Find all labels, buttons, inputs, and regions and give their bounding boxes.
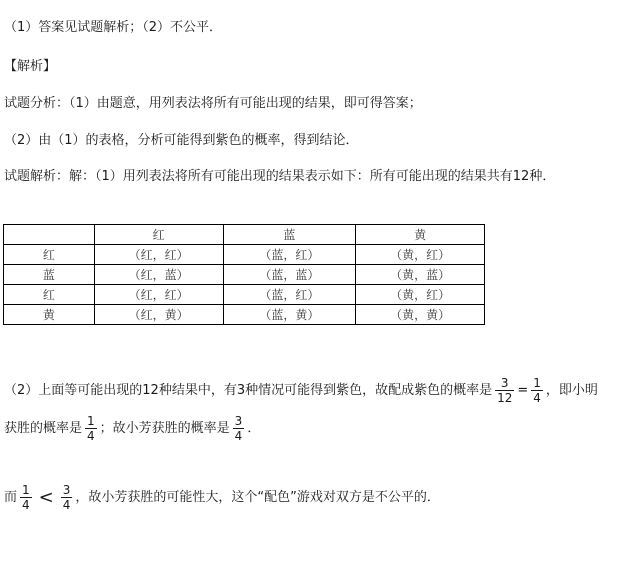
analysis-line-2: （2）由（1）的表格，分析可能得到紫色的概率，得到结论． <box>4 133 359 148</box>
fraction-denominator: 4 <box>22 498 30 512</box>
fraction-denominator: 4 <box>533 391 541 405</box>
table-header-cell: 蓝 <box>223 225 356 245</box>
fraction-denominator: 4 <box>234 429 243 443</box>
table-cell: （黄，红） <box>356 285 485 305</box>
answer-line: （1）答案见试题解析；（2）不公平． <box>4 20 223 35</box>
part2-text-e: ． <box>247 421 261 436</box>
table-row-label: 红 <box>4 285 95 305</box>
table-row-label: 红 <box>4 245 95 265</box>
table-header-cell <box>4 225 95 245</box>
table-row <box>4 245 485 265</box>
part2-text-c: 获胜的概率是 <box>4 421 83 436</box>
table-header-cell: 红 <box>94 225 223 245</box>
table-cell: （红，红） <box>94 245 223 265</box>
equals-sign: = <box>517 383 529 398</box>
table-cell: （红，蓝） <box>94 265 223 285</box>
fraction-1-4 <box>20 483 32 512</box>
section-heading: 【解析】 <box>4 59 57 74</box>
table-cell: （黄，蓝） <box>356 265 485 285</box>
part2-line-2 <box>4 414 260 443</box>
table-cell: （红，红） <box>94 285 223 305</box>
table-cell: （黄，红） <box>356 245 485 265</box>
table-cell: （红，黄） <box>94 305 223 325</box>
fraction-3-4 <box>61 483 73 512</box>
analysis-line-1: 试题分析：（1）由题意，用列表法将所有可能出现的结果，即可得答案； <box>4 96 422 111</box>
fraction-denominator: 4 <box>87 429 95 443</box>
fraction-denominator: 12 <box>497 391 513 405</box>
solution-line-1: 试题解析：解：（1）用列表法将所有可能出现的结果表示如下：所有可能出现的结果共有12种． <box>4 169 556 184</box>
table-row <box>4 265 485 285</box>
fraction-numerator: 3 <box>495 376 514 391</box>
fraction-3-12 <box>495 376 514 405</box>
part2-text-a: （2）上面等可能出现的12种结果中，有3种情况可能得到紫色，故配成紫色的概率是 <box>4 383 493 398</box>
table-cell: （蓝，红） <box>223 245 356 265</box>
fraction-numerator: 1 <box>22 483 30 497</box>
part3-text-b: ，故小芳获胜的可能性大，这个“配色”游戏对双方是不公平的． <box>75 490 440 505</box>
table-cell: （黄，黄） <box>356 305 485 325</box>
table-row-label: 黄 <box>4 305 95 325</box>
part3-line <box>4 483 440 512</box>
fraction-numerator: 1 <box>87 414 95 428</box>
table-row-label: 蓝 <box>4 265 95 285</box>
less-than-sign: < <box>38 487 54 508</box>
table-row <box>4 305 485 325</box>
part3-text-a: 而 <box>4 490 18 505</box>
table-header-cell: 黄 <box>356 225 485 245</box>
fraction-numerator: 3 <box>234 414 243 428</box>
fraction-3-4 <box>233 414 245 443</box>
table-row <box>4 285 485 305</box>
fraction-numerator: 1 <box>533 376 541 390</box>
part2-text-b: ，即小明 <box>545 383 598 398</box>
outcome-table <box>3 224 485 325</box>
table-cell: （蓝，蓝） <box>223 265 356 285</box>
part2-text-d: ；故小芳获胜的概率是 <box>99 421 230 436</box>
fraction-denominator: 4 <box>62 498 71 512</box>
fraction-numerator: 3 <box>62 483 71 497</box>
table-header-row <box>4 225 485 245</box>
fraction-1-4 <box>85 414 97 443</box>
table-cell: （蓝，黄） <box>223 305 356 325</box>
table-cell: （蓝，红） <box>223 285 356 305</box>
fraction-1-4 <box>531 376 543 405</box>
part2-line-1 <box>4 376 598 405</box>
